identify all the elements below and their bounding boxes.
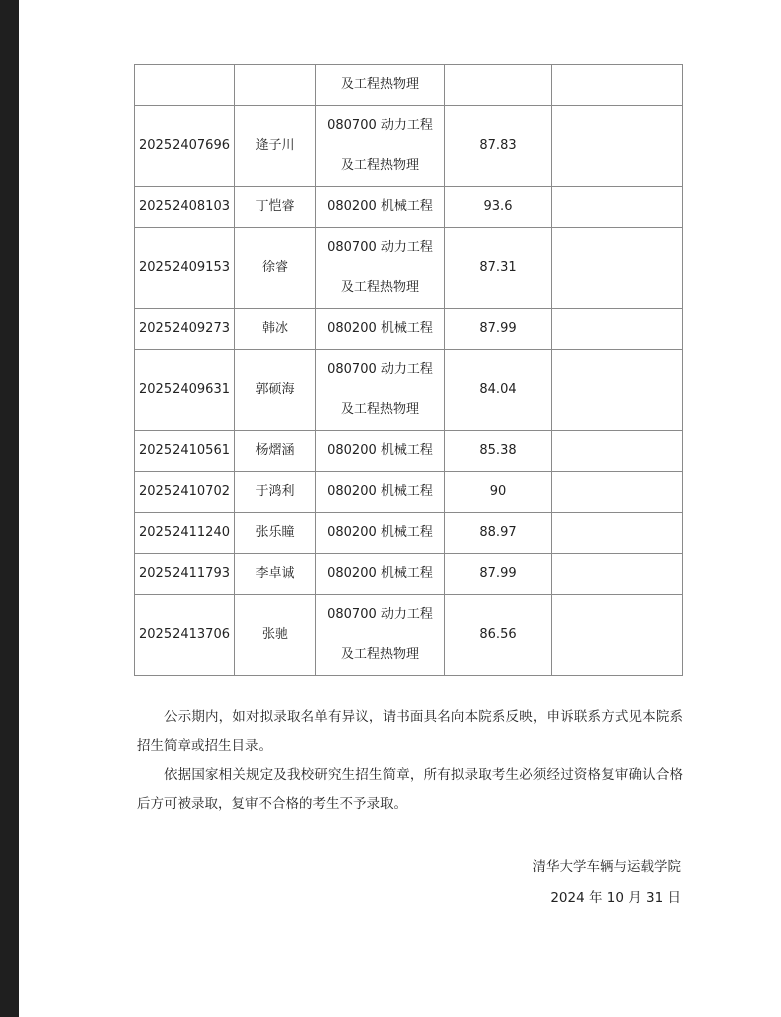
table-row	[135, 65, 683, 106]
cell-name: 张驰	[235, 595, 316, 676]
cell-note	[552, 65, 683, 106]
table-row	[135, 595, 683, 676]
cell-major	[316, 554, 445, 595]
cell-note	[552, 228, 683, 309]
major-line: 080200 机械工程	[327, 443, 433, 458]
major-line: 080700 动力工程	[327, 240, 433, 255]
cell-major	[316, 431, 445, 472]
cell-note	[552, 106, 683, 187]
major-line: 及工程热物理	[340, 402, 419, 417]
major-line: 080700 动力工程	[327, 118, 433, 133]
table-row	[135, 106, 683, 187]
cell-score: 87.83	[445, 106, 552, 187]
document-page	[19, 0, 781, 1017]
table-row	[135, 350, 683, 431]
cell-major	[316, 65, 445, 106]
cell-name: 杨熠涵	[235, 431, 316, 472]
cell-exam-id: 20252411240	[135, 513, 235, 554]
table-row	[135, 513, 683, 554]
notice-paragraph-review: 依据国家相关规定及我校研究生招生简章，所有拟录取考生必须经过资格复审确认合格后方可被录取，复审不合格的考生不予录取。	[137, 767, 683, 812]
cell-note	[552, 472, 683, 513]
cell-exam-id: 20252409273	[135, 309, 235, 350]
cell-score: 84.04	[445, 350, 552, 431]
cell-name	[235, 65, 316, 106]
major-line: 080200 机械工程	[327, 321, 433, 336]
cell-name: 韩冰	[235, 309, 316, 350]
major-line: 080700 动力工程	[327, 607, 433, 622]
cell-major	[316, 472, 445, 513]
cell-note	[552, 350, 683, 431]
table-row	[135, 309, 683, 350]
cell-note	[552, 187, 683, 228]
cell-major	[316, 228, 445, 309]
cell-name: 徐睿	[235, 228, 316, 309]
major-line: 及工程热物理	[340, 647, 419, 662]
cell-note	[552, 309, 683, 350]
cell-score	[445, 65, 552, 106]
cell-name: 张乐瞳	[235, 513, 316, 554]
table-row	[135, 431, 683, 472]
cell-score: 85.38	[445, 431, 552, 472]
cell-exam-id	[135, 65, 235, 106]
signature-org: 清华大学车辆与运载学院	[532, 859, 681, 875]
cell-note	[552, 513, 683, 554]
cell-score: 88.97	[445, 513, 552, 554]
table-row	[135, 554, 683, 595]
cell-name: 李卓诚	[235, 554, 316, 595]
admission-table-body	[135, 65, 683, 676]
cell-name: 于鸿利	[235, 472, 316, 513]
cell-exam-id: 20252408103	[135, 187, 235, 228]
admission-table	[134, 64, 683, 676]
major-line: 080200 机械工程	[327, 525, 433, 540]
cell-exam-id: 20252407696	[135, 106, 235, 187]
cell-major	[316, 595, 445, 676]
cell-score: 90	[445, 472, 552, 513]
cell-score: 86.56	[445, 595, 552, 676]
cell-note	[552, 431, 683, 472]
cell-score: 93.6	[445, 187, 552, 228]
notice-paragraph-objection: 公示期内，如对拟录取名单有异议，请书面具名向本院系反映，申诉联系方式见本院系招生简章或招生目录。	[137, 709, 683, 754]
cell-major	[316, 309, 445, 350]
cell-score: 87.99	[445, 309, 552, 350]
cell-exam-id: 20252410702	[135, 472, 235, 513]
cell-exam-id: 20252413706	[135, 595, 235, 676]
cell-note	[552, 554, 683, 595]
cell-exam-id: 20252409153	[135, 228, 235, 309]
cell-name: 郭硕海	[235, 350, 316, 431]
major-line: 及工程热物理	[340, 280, 419, 295]
cell-score: 87.31	[445, 228, 552, 309]
major-line: 及工程热物理	[340, 158, 419, 173]
cell-note	[552, 595, 683, 676]
table-row	[135, 187, 683, 228]
major-line: 080700 动力工程	[327, 362, 433, 377]
cell-major	[316, 513, 445, 554]
major-line: 080200 机械工程	[327, 484, 433, 499]
major-line: 及工程热物理	[340, 77, 419, 92]
table-row	[135, 228, 683, 309]
signature-date: 2024 年 10 月 31 日	[550, 890, 681, 906]
notice-text	[137, 703, 683, 819]
cell-exam-id: 20252411793	[135, 554, 235, 595]
cell-major	[316, 187, 445, 228]
cell-exam-id: 20252410561	[135, 431, 235, 472]
major-line: 080200 机械工程	[327, 199, 433, 214]
cell-major	[316, 106, 445, 187]
cell-name: 丁恺睿	[235, 187, 316, 228]
cell-score: 87.99	[445, 554, 552, 595]
cell-exam-id: 20252409631	[135, 350, 235, 431]
cell-major	[316, 350, 445, 431]
cell-name: 逄子川	[235, 106, 316, 187]
table-row	[135, 472, 683, 513]
major-line: 080200 机械工程	[327, 566, 433, 581]
